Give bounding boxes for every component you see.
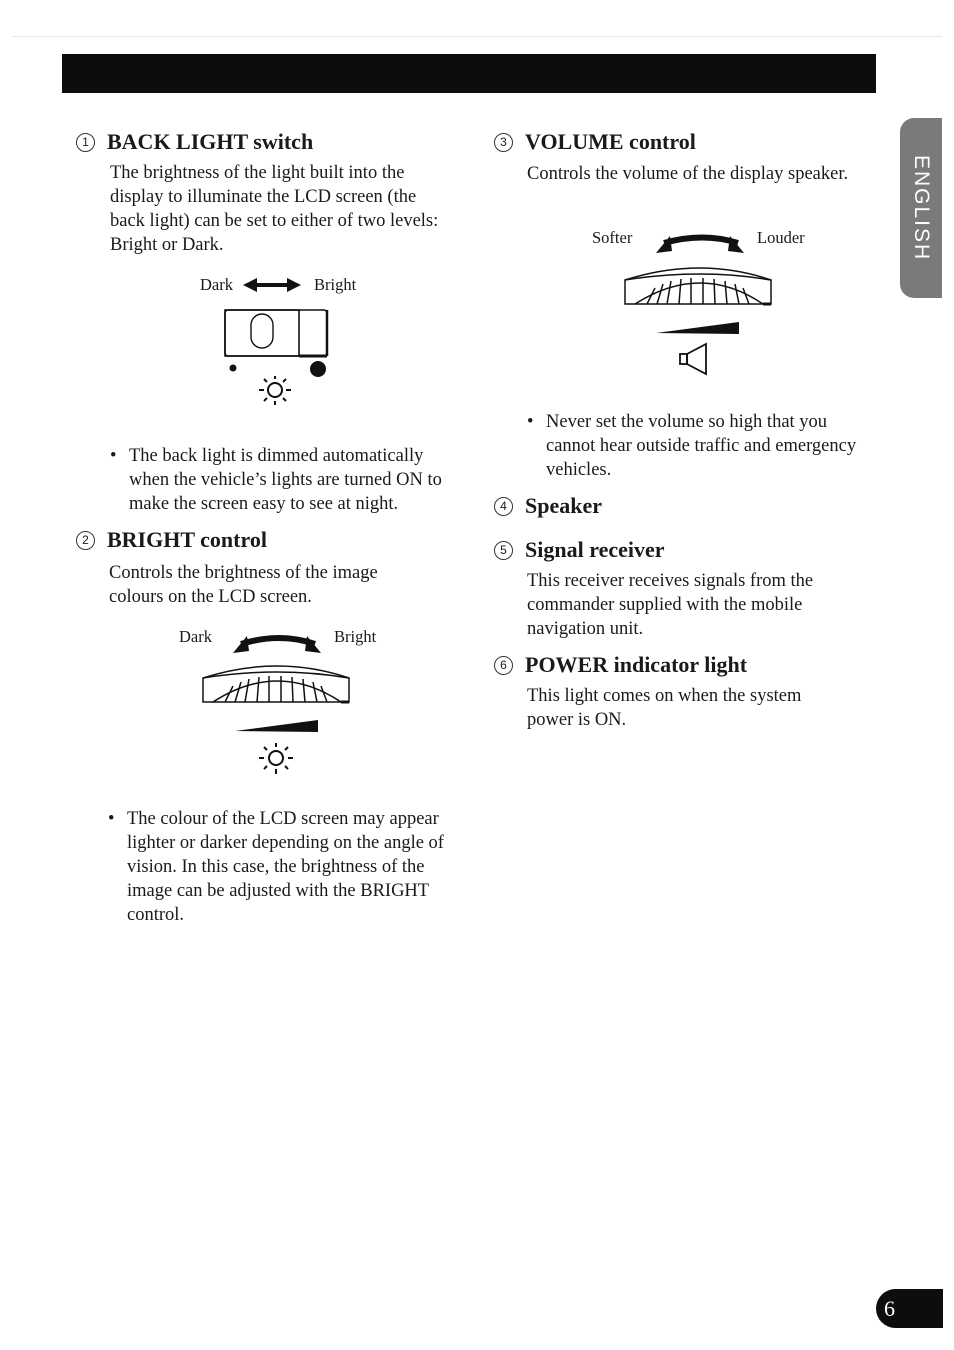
backlight-body: The brightness of the light built into the display to illuminate the LCD screen (the back light) can be set to either of two levels: Bright or Dark. [110, 163, 439, 255]
dim-dot [230, 365, 237, 372]
section-number: 5 [494, 541, 513, 560]
sun-icon [259, 376, 291, 405]
bright-note [108, 807, 453, 927]
signal-heading [494, 537, 874, 563]
volume-bullet: • Never set the volume so high that you cannot hear outside traffic and emergency vehicles. [527, 410, 872, 482]
language-tab-label: ENGLISH [910, 154, 933, 262]
speaker-heading [494, 493, 874, 519]
signal-body: This receiver receives signals from the commander supplied with the mobile navigation unit. [527, 571, 814, 639]
speaker-icon [680, 344, 706, 374]
thumbwheel-icon [203, 666, 349, 702]
header-bar [62, 54, 876, 93]
sun-icon [259, 743, 293, 774]
double-arrow-icon [243, 278, 301, 292]
section-number: 4 [494, 497, 513, 516]
volume-note [527, 410, 872, 482]
speaker-title: Speaker [525, 493, 602, 518]
section-speaker [494, 493, 874, 519]
volume-dial-diagram [588, 226, 818, 386]
section-number: 1 [76, 133, 95, 152]
section-signal [494, 537, 874, 641]
section-number: 3 [494, 133, 513, 152]
bright-dot [310, 361, 326, 377]
page-number-tab [876, 1289, 943, 1328]
top-rule [12, 36, 942, 37]
page-number: 6 [884, 1295, 895, 1321]
slide-switch-icon [225, 310, 327, 356]
level-wedge-icon [235, 720, 318, 732]
bright-title: BRIGHT control [107, 527, 267, 552]
volume-title: VOLUME control [525, 129, 696, 154]
section-backlight [76, 129, 456, 257]
section-number: 2 [76, 531, 95, 550]
power-heading [494, 652, 874, 678]
section-volume [494, 129, 874, 186]
curved-arrow-icon [656, 236, 744, 253]
bright-body: Controls the brightness of the image colours on the LCD screen. [109, 563, 378, 607]
louder-label: Louder [757, 228, 805, 247]
bright-dial-diagram [175, 624, 385, 784]
section-bright [76, 527, 456, 609]
backlight-switch-diagram [195, 272, 375, 422]
power-title: POWER indicator light [525, 652, 748, 677]
volume-body: Controls the volume of the display speaker. [527, 164, 849, 184]
bright-bullet: • The colour of the LCD screen may appear lighter or darker depending on the angle of vision. In this case, the brightness of the image can be adjusted with the BRIGHT control. [108, 807, 453, 927]
section-power [494, 652, 874, 732]
bright-figure [175, 624, 385, 784]
bright-label: Bright [334, 627, 377, 646]
language-tab [900, 118, 942, 298]
thumbwheel-icon [625, 268, 771, 304]
volume-figure [588, 226, 818, 386]
backlight-bullet: • The back light is dimmed automatically when the vehicle’s lights are turned ON to make the screen easy to see at night. [110, 444, 455, 516]
level-wedge-icon [656, 322, 739, 334]
backlight-note [110, 444, 455, 516]
section-number: 6 [494, 656, 513, 675]
dark-label: Dark [200, 275, 233, 294]
dark-label: Dark [179, 627, 212, 646]
backlight-title: BACK LIGHT switch [107, 129, 314, 154]
backlight-heading [76, 129, 456, 155]
power-body: This light comes on when the system power is ON. [527, 686, 802, 730]
bright-label: Bright [314, 275, 357, 294]
volume-heading [494, 129, 874, 155]
softer-label: Softer [592, 228, 633, 247]
curved-arrow-icon [233, 636, 321, 653]
bright-heading [76, 527, 456, 553]
signal-title: Signal receiver [525, 537, 665, 562]
backlight-figure [195, 272, 375, 422]
